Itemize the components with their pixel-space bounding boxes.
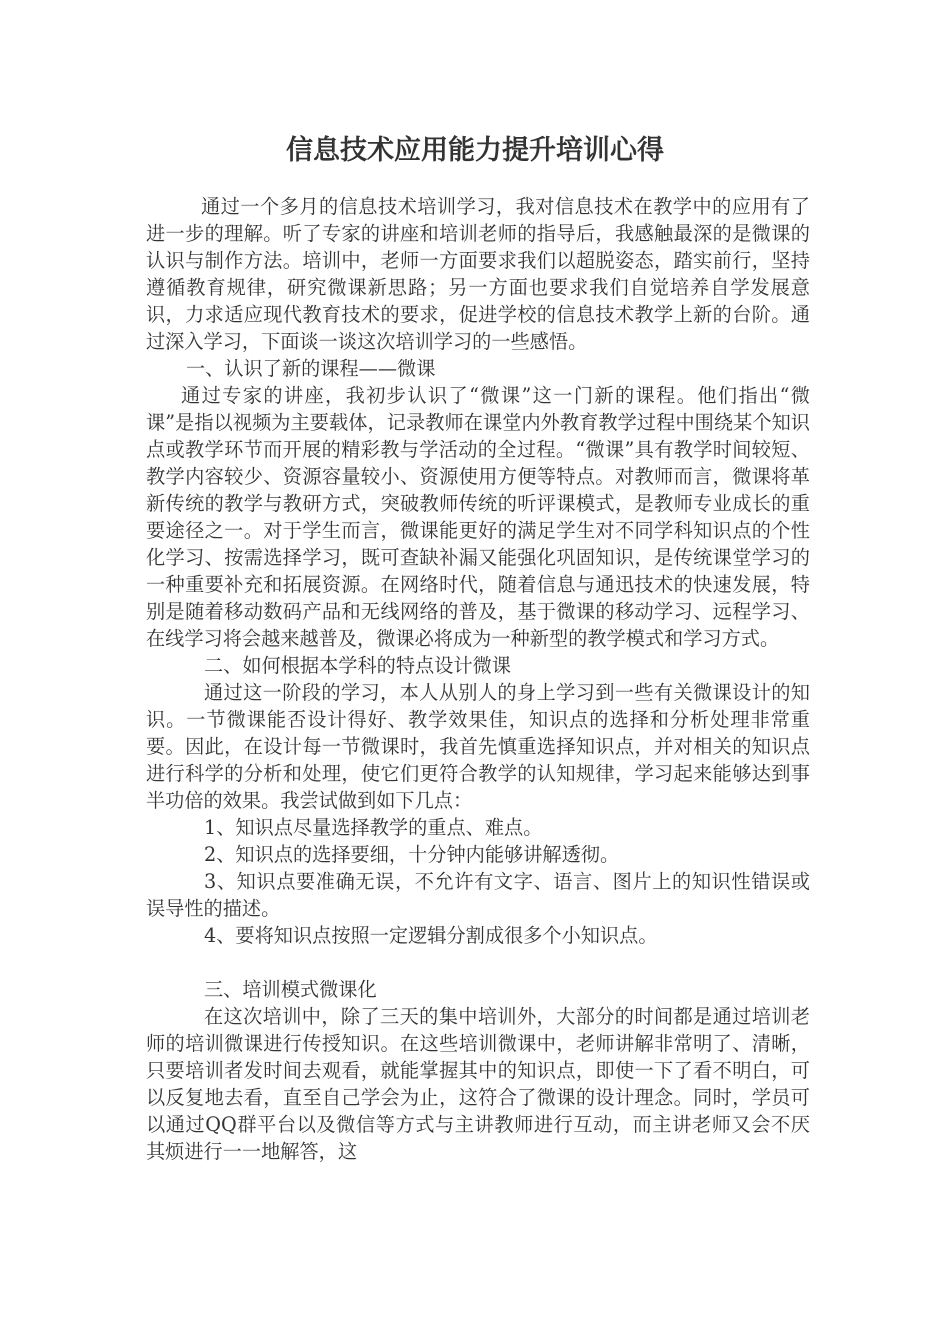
section-3-paragraph: 在这次培训中，除了三天的集中培训外，大部分的时间都是通过培训老师的培训微课进行传授知识。在这些培训微课中，老师讲解非常明了、清晰，只要培训者发时间去观看，就能掌握其中的知识点，即使一下了看不明白，可以反复地去看，直至自己学会为止，这符合了微课的设计理念。同时，学员可以通过QQ群平台以及微信等方式与主讲教师进行互动，而主讲老师又会不厌其烦进行一一地解答，这: [146, 1005, 810, 1163]
section-2-paragraph: 通过这一阶段的学习，本人从别人的身上学习到一些有关微课设计的知识。一节微课能否设计得好、教学效果佳，知识点的选择和分析处理非常重要。因此，在设计每一节微课时，我首先慎重选择知识点，并对相关的知识点进行科学的分析和处理，使它们更符合教学的认知规律，学习起来能够达到事半功倍的效果。我尝试做到如下几点：: [146, 681, 810, 812]
blank-line: [146, 949, 810, 976]
list-item-2: 2、知识点的选择要细，十分钟内能够讲解透彻。: [204, 843, 620, 866]
section-3-heading: 三、培训模式微课化: [204, 978, 377, 1001]
section-2-heading: 二、如何根据本学科的特点设计微课: [204, 654, 511, 677]
document-title: 信息技术应用能力提升培训心得: [286, 135, 664, 166]
intro-paragraph: 通过一个多月的信息技术培训学习，我对信息技术在教学中的应用有了进一步的理解。听了专家的讲座和培训老师的指导后，我感触最深的是微课的认识与制作方法。培训中，老师一方面要求我们以超脱姿态，踏实前行，坚持遵循教育规律，研究微课新思路；另一方面也要求我们自觉培养自学发展意识，力求适应现代教育技术的要求，促进学校的信息技术教学上新的台阶。通过深入学习，下面谈一谈这次培训学习的一些感悟。: [146, 195, 810, 353]
section-1-heading: 一、认识了新的课程——微课: [186, 357, 436, 380]
section-1-paragraph: 通过专家的讲座，我初步认识了“微课”这一门新的课程。他们指出“微课”是指以视频为主要载体，记录教师在课堂内外教育教学过程中围绕某个知识点或教学环节而开展的精彩教与学活动的全过程。“微课”具有教学时间较短、教学内容较少、资源容量较小、资源使用方便等特点。对教师而言，微课将革新传统的教学与教研方式，突破教师传统的听评课模式，是教师专业成长的重要途径之一。对于学生而言，微课能更好的满足学生对不同学科知识点的个性化学习、按需选择学习，既可查缺补漏又能强化巩固知识，是传统课堂学习的一种重要补充和拓展资源。在网络时代，随着信息与通迅技术的快速发展，特别是随着移动数码产品和无线网络的普及，基于微课的移动学习、远程学习、在线学习将会越来越普及，微课必将成为一种新型的教学模式和学习方式。: [146, 384, 810, 650]
list-item-4: 4、要将知识点按照一定逻辑分割成很多个小知识点。: [204, 924, 658, 947]
list-item-3: 3、知识点要准确无误，不允许有文字、语言、图片上的知识性错误或误导性的描述。: [146, 870, 810, 920]
document-body: [146, 193, 810, 1165]
list-item-1: 1、知识点尽量选择教学的重点、难点。: [204, 816, 543, 839]
